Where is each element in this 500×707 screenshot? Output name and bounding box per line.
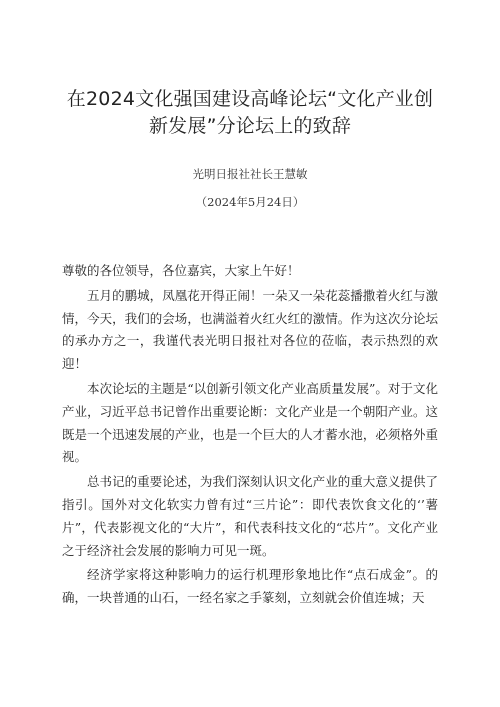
paragraph-4: 经济学家将这种影响力的运行机理形象地比作“点石成金”。的确，一块普通的山石，一经名家之手篆刻，立刻就会价值连城；天 (62, 567, 438, 606)
salutation: 尊敬的各位领导，各位嘉宾，大家上午好！ (62, 263, 300, 278)
title-line-1: 在2024文化强国建设高峰论坛“文化产业创 (66, 88, 434, 110)
paragraph-3: 总书记的重要论述，为我们深刻认识文化产业的重大意义提供了指引。国外对文化软实力曾有过“三片论”：即代表饮食文化的‘’薯片”，代表影视文化的“大片”，和代表科技文化的“芯片”。文化产业之于经济社会发展的影响力可见一斑。 (62, 474, 438, 558)
document-body (62, 260, 438, 612)
date-line: （2024年5月24日） (195, 195, 305, 209)
document-title (40, 86, 460, 140)
author-line: 光明日报社社长王慧敏 (192, 167, 308, 181)
title-line-2: 新发展”分论坛上的致辞 (148, 115, 352, 137)
paragraph-2: 本次论坛的主题是“以创新引领文化产业高质量发展”。对于文化产业，习近平总书记曾作出重要论断：文化产业是一个朝阳产业。这既是一个迅速发展的产业，也是一个巨大的人才蓄水池，必须格外重视。 (62, 380, 438, 465)
paragraph-1: 五月的鹏城，凤凰花开得正闹！一朵又一朵花蕊播撒着火红与激情，今天，我们的会场，也满溢着火红火红的激情。作为这次分论坛的承办方之一，我谨代表光明日报社对各位的莅临，表示热烈的欢迎！ (62, 287, 438, 372)
